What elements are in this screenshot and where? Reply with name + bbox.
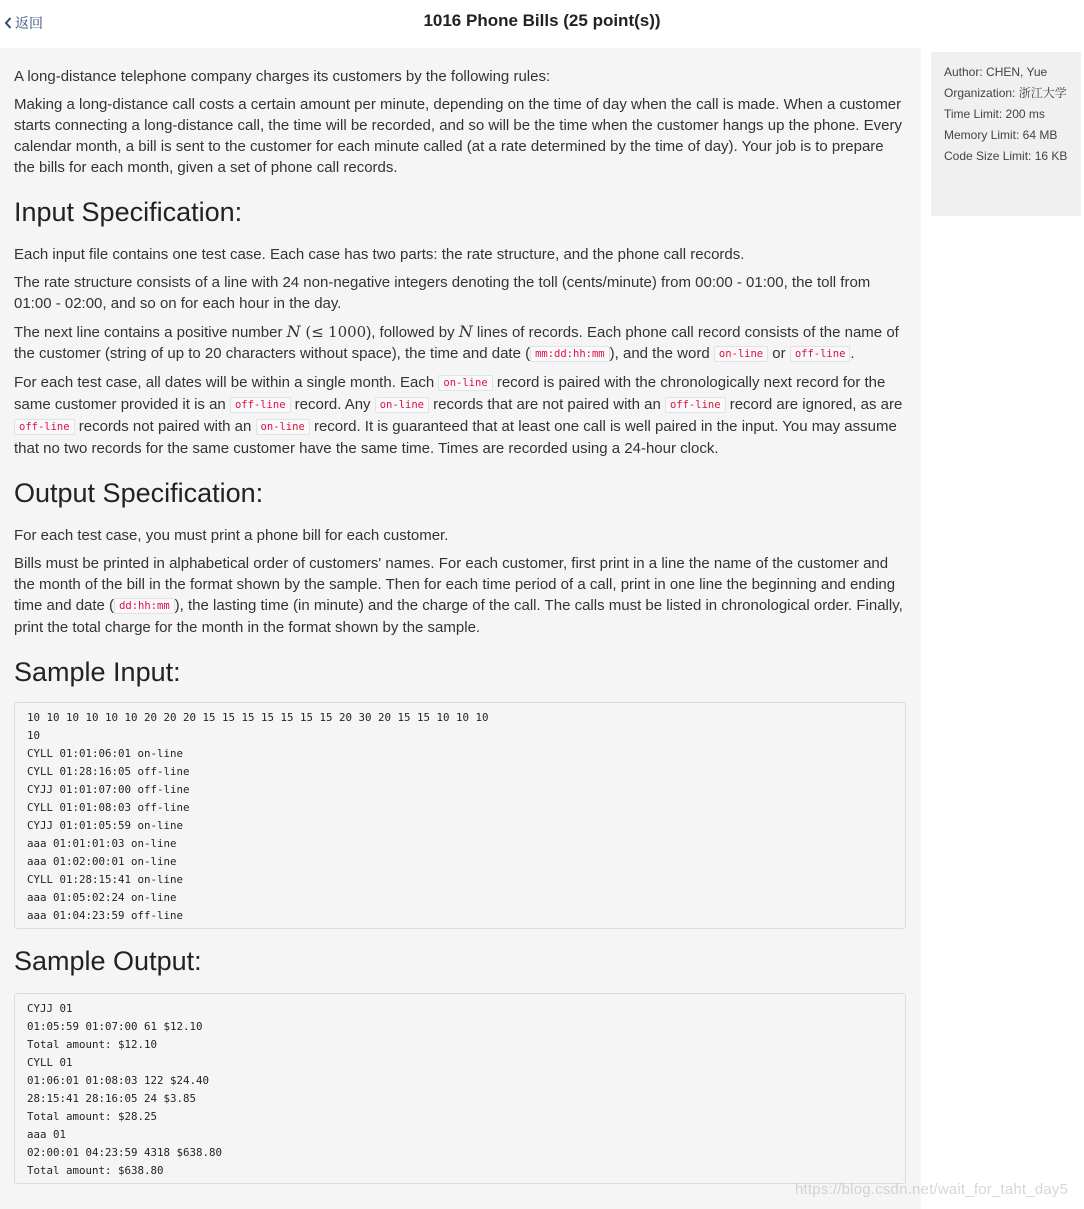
watermark: https://blog.csdn.net/wait_for_taht_day5 — [795, 1181, 1069, 1198]
sample-input-heading: Sample Input: — [14, 657, 181, 687]
inline-code: on-line — [256, 419, 310, 435]
code-size-limit-info: Code Size Limit: 16 KB — [944, 149, 1068, 163]
inline-code: off-line — [14, 419, 75, 435]
output-paragraph-2: Bills must be printed in alphabetical order of customers' names. For each customer, first print in a line the name of the customer and the month of the bill in the format shown by the sample. Then for each time period of a call, print in one line the beginning and ending time and date ( dd:hh:mm ), the lasting time (in minute) and the charge of the call. The calls must be listed in chronological order. Finally, print the total charge for the month in the format shown by the sample. — [14, 555, 903, 636]
organization-info: Organization: 浙江大学 — [944, 86, 1067, 100]
sample-output-heading: Sample Output: — [14, 946, 202, 976]
output-paragraph-1: For each test case, you must print a phone bill for each customer. — [14, 527, 449, 544]
problem-content — [0, 48, 921, 1209]
inline-code: off-line — [790, 346, 851, 362]
math-var-n: N — [286, 322, 301, 341]
inline-code: off-line — [230, 397, 291, 413]
output-spec-heading: Output Specification: — [14, 478, 264, 508]
input-spec-heading: Input Specification: — [14, 197, 243, 227]
problem-info-panel — [931, 52, 1081, 216]
time-limit-info: Time Limit: 200 ms — [944, 107, 1045, 121]
sample-output-code[interactable]: CYJJ 01 01:05:59 01:07:00 61 $12.10 Total amount: $12.10 CYLL 01 01:06:01 01:08:03 122 $24.40 28:15:41 28:16:05 24 $3.85 Total amount: $28.25 aaa 01 02:00:01 04:23:59 4318 $638.80 Total amount: $638.80 — [14, 993, 906, 1184]
input-paragraph-4: For each test case, all dates will be within a single month. Each on-line record is paired with the chronologically next record for the same customer provided it is an off-line record. Any on-line records that are not paired with an off-line record are ignored, as are off-line records not paired with an on-line record. It is guaranteed that at least one call is well paired in the input. You may assume that no two records for the same customer have the same time. Times are recorded using a 24-hour clock. — [14, 374, 903, 457]
inline-code: on-line — [438, 375, 492, 391]
top-bar — [0, 0, 1084, 46]
page-title: 1016 Phone Bills (25 point(s)) — [423, 11, 661, 30]
inline-code: mm:dd:hh:mm — [530, 346, 610, 362]
intro-paragraph-2: Making a long-distance call costs a certain amount per minute, depending on the time of day when the call is made. When a customer starts connecting a long-distance call, the time will be recorded, and so will be the time when the customer hangs up the phone. Every calendar month, a bill is sent to the customer for each minute called (at a rate determined by the time of day). Your job is to prepare the bills for each month, given a set of phone call records. — [14, 96, 902, 176]
input-paragraph-2: The rate structure consists of a line with 24 non-negative integers denoting the toll (cents/minute) from 00:00 - 01:00, the toll from 01:00 - 02:00, and so on for each hour in the day. — [14, 274, 871, 312]
author-info: Author: CHEN, Yue — [944, 65, 1048, 79]
input-paragraph-3: The next line contains a positive number N (≤ 1000), followed by N lines of records. Each phone call record consists of the name of the customer (string of up to 20 characters without space), the time and date ( mm:dd:hh:mm ), and the word on-line or off-line . — [14, 322, 899, 362]
back-label: 返回 — [15, 15, 43, 31]
inline-code: on-line — [714, 346, 768, 362]
sample-input-code[interactable]: 10 10 10 10 10 10 20 20 20 15 15 15 15 15 15 15 20 30 20 15 15 10 10 10 10 CYLL 01:01:06:01 on-line CYLL 01:28:16:05 off-line CYJJ 01:01:07:00 off-line CYLL 01:01:08:03 off-line CYJJ 01:01:05:59 on-line aaa 01:01:01:03 on-line aaa 01:02:00:01 on-line CYLL 01:28:15:41 on-line aaa 01:05:02:24 on-line aaa 01:04:23:59 off-line — [14, 702, 906, 929]
inline-code: off-line — [665, 397, 726, 413]
input-paragraph-1: Each input file contains one test case. Each case has two parts: the rate structure, and the phone call records. — [14, 246, 745, 263]
inline-code: on-line — [375, 397, 429, 413]
inline-code: dd:hh:mm — [114, 598, 175, 614]
math-var-n: N — [458, 322, 473, 341]
memory-limit-info: Memory Limit: 64 MB — [944, 128, 1058, 142]
intro-paragraph-1: A long-distance telephone company charges its customers by the following rules: — [14, 68, 551, 85]
